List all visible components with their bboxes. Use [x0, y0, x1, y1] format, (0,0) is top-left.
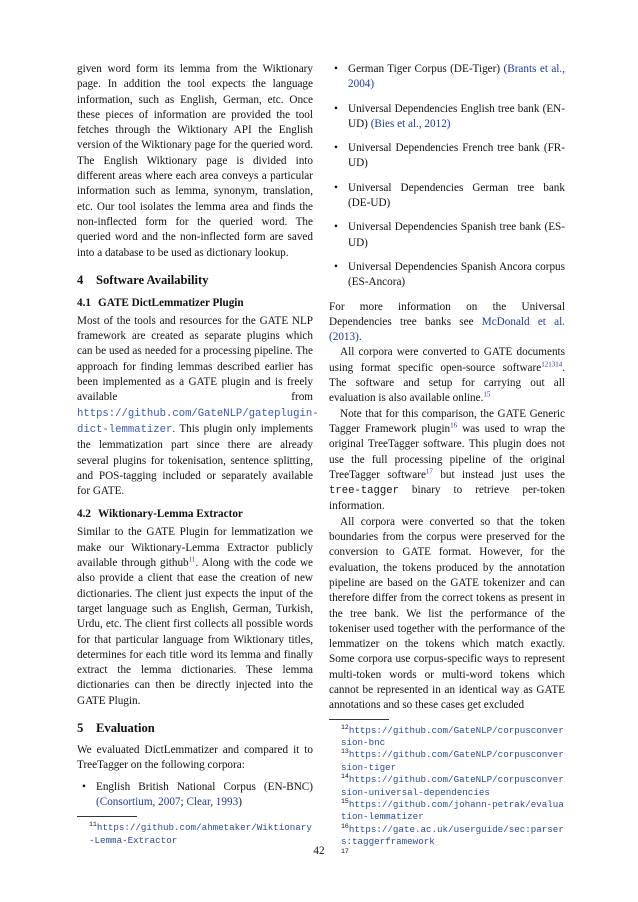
extractor-text-cont: . Along with the code we also provide a client that ease the creation of new dictionaries. The client just expects the input of the target language such as English, German, Turkish, Urdu, etc. The client first collects all possible words for that particular language from Wiktionary titles, determines for each title word its lemma and finally extract the lemma dictionaries. These lemma dictionaries can then be directly injected into the GATE Plugin. — [77, 557, 313, 707]
section-4-heading — [77, 273, 313, 288]
bullet-icon: • — [334, 63, 338, 75]
citation-link[interactable]: (Bies et al., 2012) — [370, 117, 451, 130]
footnote-rule — [329, 719, 389, 720]
bullet-icon: • — [334, 102, 338, 115]
bullet-icon: • — [334, 142, 338, 155]
footnote-15[interactable]: $^{15}$https://github.com/johann-petrak/evaluation-lemmatizer — [341, 797, 564, 823]
footnotes — [329, 725, 565, 861]
section-5-heading — [77, 721, 313, 736]
section-number: 4.2 — [77, 508, 91, 521]
ud-info-paragraph: For more information on the Universal Dependencies tree banks see McDonald et al. (2013). — [329, 300, 565, 344]
list-item: • German Tiger Corpus (DE-Tiger) (Brants et al., 2004) — [334, 63, 565, 91]
corpus-list-right — [329, 62, 565, 291]
bullet-icon: • — [334, 221, 338, 234]
extractor-paragraph — [77, 525, 313, 709]
footnote-13[interactable]: $^{13}$https://github.com/GateNLP/corpusconversion-tiger — [341, 748, 564, 773]
footnote-rule — [77, 816, 137, 817]
page-number: 42 — [313, 845, 325, 857]
footnote-11[interactable]: $^{11}$https://github.com/ahmetaker/Wiktionary-Lemma-Extractor — [89, 821, 312, 846]
citation-link[interactable]: (Brants et al., 2004) — [348, 63, 565, 91]
list-item: • Universal Dependencies German tree bank (DE-UD) — [334, 181, 565, 210]
section-4-2-heading — [77, 508, 313, 520]
section-title: Evaluation — [96, 720, 155, 735]
list-item: • Universal Dependencies Spanish Ancora corpus (ES-Ancora) — [334, 260, 565, 289]
footnote-16[interactable]: $^{16}$https://gate.ac.uk/userguide/sec:parsers:taggerframework — [341, 822, 564, 848]
section-4-1-heading — [77, 297, 313, 309]
plugin-text-cont: . This plugin only implements the lemmatization part since there are already several plugins for tokenisation, sentence splitting, and POS-tagging included or separately available for GATE. — [77, 422, 313, 498]
list-item: • English British National Corpus (EN-BNC) (Consortium, 2007; Clear, 1993) — [82, 780, 313, 808]
plugin-paragraph — [77, 314, 319, 500]
citation-link[interactable]: (Consortium, 2007 — [96, 795, 181, 808]
section-title: Software Availability — [96, 272, 209, 287]
tokens-paragraph: All corpora were converted so that the token boundaries from the corpus were preserved for the conversion to GATE format. However, for the evaluation, the tokens produced by the annotation pipeline are based on the GATE tokenizer and can therefore differ from the correct tokens as present in the tree bank. We list the performance of the tokeniser used together with the performance of the lemmatizer on the tokens which match exactly. Some corpora use corpus-specific ways to represent multi-token words or multi-word tokens which cannot be represented in an identical way as GATE annotations and so these cases get excluded — [329, 515, 565, 712]
corpus-list-left — [77, 780, 313, 811]
plugin-url-link[interactable]: https://github.com/GateNLP/gateplugin-dict-lemmatizer — [77, 407, 319, 436]
footnote-17: 17 — [341, 847, 349, 855]
section-number: 4.1 — [77, 296, 91, 309]
list-item: • Universal Dependencies Spanish tree bank (ES-UD) — [334, 221, 565, 249]
list-item: • Universal Dependencies English tree bank (EN-UD) (Bies et al., 2012) — [334, 102, 565, 130]
bullet-icon: • — [334, 181, 338, 194]
bullet-icon: • — [82, 780, 86, 793]
footnote-14[interactable]: $^{14}$https://github.com/GateNLP/corpusconversion-universal-dependencies — [341, 773, 564, 798]
footnote-ref-12-14[interactable]: 121314 — [541, 360, 563, 369]
footnote-ref-16[interactable]: 16 — [450, 421, 458, 430]
left-column — [77, 62, 319, 847]
footnote-ref-11[interactable]: 11 — [188, 555, 196, 564]
conversion-paragraph: All corpora were converted to GATE documents using format specific open-source software$^{121314}$. The software and setup for carrying out all evaluation is also available online.$^{15}$ — [329, 346, 565, 405]
section-title: Wiktionary-Lemma Extractor — [98, 508, 243, 521]
section-number: 4 — [77, 272, 84, 287]
footnote-ref-17[interactable]: 17 — [425, 467, 433, 476]
section-title: GATE DictLemmatizer Plugin — [98, 296, 244, 309]
intro-paragraph: given word form its lemma from the Wiktionary page. In addition the tool expects the language information, such as English, German, etc. Once these pieces of information are provided the tool fetches through the Wiktionary API the English version of the Wiktionary page for the queried word. The English Wiktionary page is divided into different areas where each area conveys a particular information such as lemma, synonym, translation, etc. Our tool isolates the lemma area and finds the non-inflected form for the queried word. The queried word and the non-inflected form are saved into a database to be used as dictionary lookup. — [77, 63, 313, 259]
evaluation-paragraph: We evaluated DictLemmatizer and compared it to TreeTagger on the following corpora: — [77, 743, 313, 772]
footnote-ref-15[interactable]: 15 — [483, 390, 491, 399]
bullet-icon: • — [334, 260, 338, 273]
code-text: tree-tagger — [329, 485, 399, 498]
right-column — [329, 62, 565, 861]
plugin-text: Most of the tools and resources for the GATE NLP framework are created as separate plugins which can be used as needed for a processing pipeline. The approach for finding lemmas described earlier has been implemented as a GATE plugin and is freely available from — [77, 314, 313, 404]
footnote-12[interactable]: $^{12}$https://github.com/GateNLP/corpusconversion-bnc — [341, 723, 564, 748]
extractor-text: Similar to the GATE Plugin for lemmatization we make our Wiktionary-Lemma Extractor publicly available through github — [77, 526, 313, 570]
list-item: • Universal Dependencies French tree bank (FR-UD) — [334, 142, 565, 170]
citation-link[interactable]: Clear, 1993 — [186, 795, 239, 808]
treetagger-paragraph: Note that for this comparison, the GATE Generic Tagger Framework plugin$^{16}$ was used to wrap the original TreeTagger software. This plugin does not use the full processing pipeline of the original TreeTagger software$^{17}$ but instead just uses the tree-tagger binary to retrieve per-token information. — [329, 407, 566, 513]
citation-link[interactable]: McDonald et al. (2013) — [329, 315, 565, 344]
section-number: 5 — [77, 720, 84, 735]
